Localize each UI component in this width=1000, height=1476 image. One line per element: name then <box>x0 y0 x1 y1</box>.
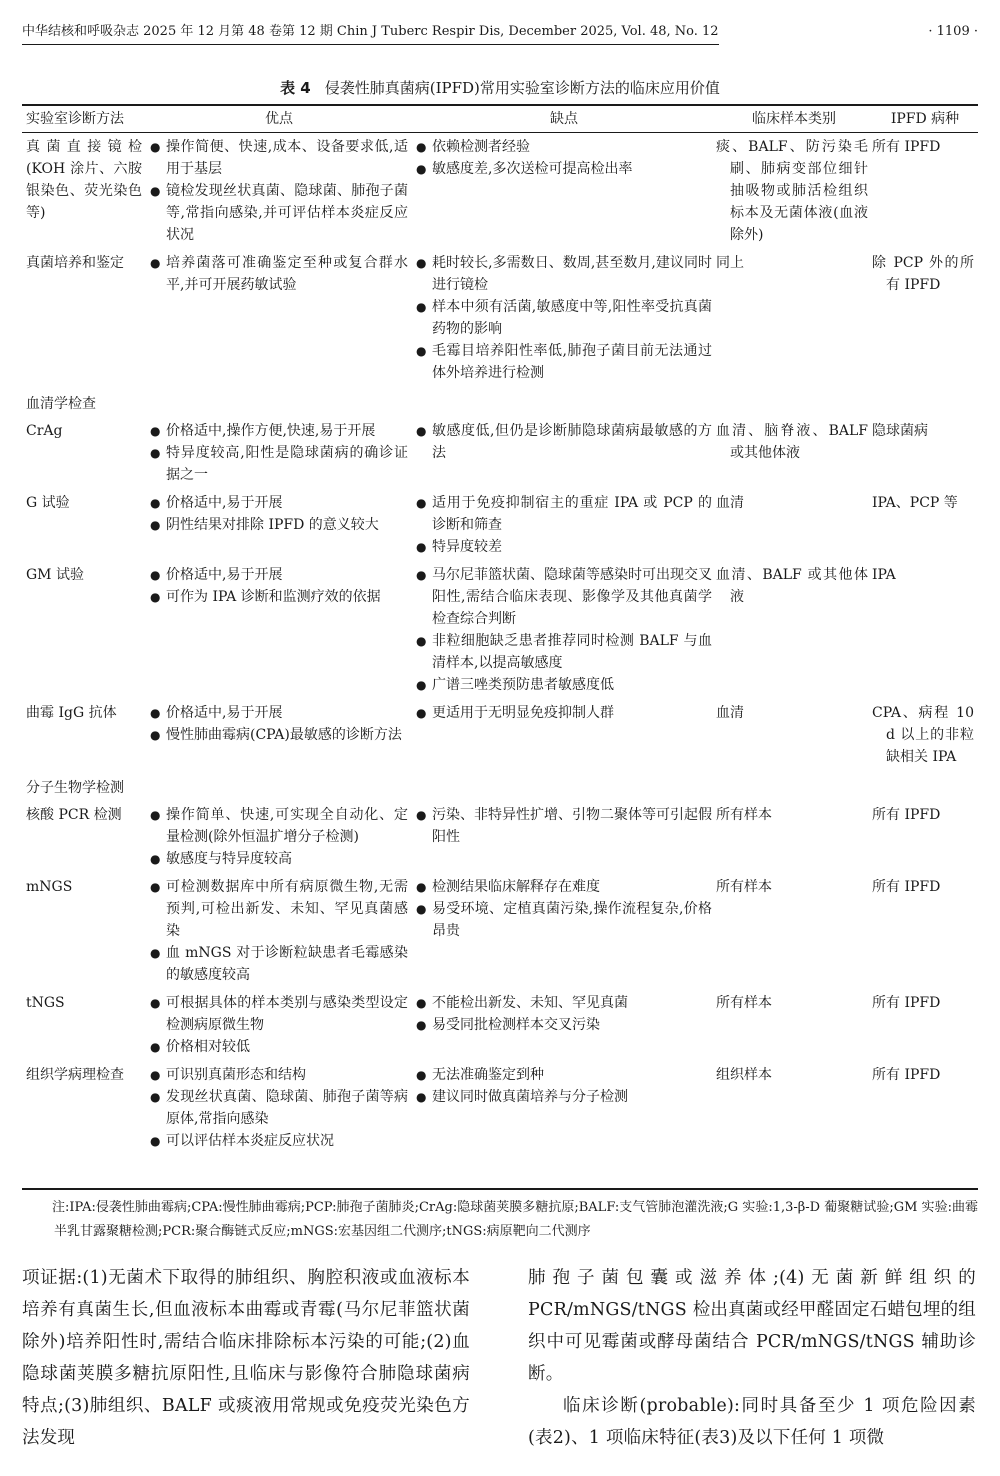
pros-cell <box>146 133 412 250</box>
pros-list <box>150 492 408 536</box>
con-item: ● 检测结果临床解释存在难度 <box>416 876 712 898</box>
body-column-right <box>528 1262 976 1454</box>
pro-item: ● 可作为 IPA 诊断和监测疗效的依据 <box>150 586 408 608</box>
sample-cell: 所有样本 <box>716 807 772 823</box>
con-item: ● 马尔尼菲篮状菌、隐球菌等感染时可出现交叉阳性,需结合临床表现、影像学及其他真菌学检查综合判断 <box>416 564 712 630</box>
pros-list <box>150 136 408 246</box>
cons-list <box>416 876 712 942</box>
sample-cell: 痰、BALF、防污染毛刷、肺病变部位细针抽吸物或肺活检组织标本及无菌体液(血液除外) <box>716 139 868 243</box>
header-pros: 优点 <box>146 106 412 133</box>
method-cell: 核酸 PCR 检测 <box>26 807 122 823</box>
cons-list <box>416 992 712 1036</box>
cons-cell <box>412 873 716 989</box>
pro-item: ● 镜检发现丝状真菌、隐球菌、肺孢子菌等,常指向感染,并可评估样本炎症反应状况 <box>150 180 408 246</box>
con-item: ● 易受同批检测样本交叉污染 <box>416 1014 712 1036</box>
table-number: 表 4 <box>280 79 311 97</box>
table-row <box>22 1061 978 1155</box>
header-disease: IPFD 病种 <box>872 106 978 133</box>
table-row <box>22 417 978 489</box>
pro-item: ● 发现丝状真菌、隐球菌、肺孢子菌等病原体,常指向感染 <box>150 1086 408 1130</box>
pro-item: ● 敏感度与特异度较高 <box>150 848 408 870</box>
cons-cell <box>412 133 716 250</box>
con-item: ● 建议同时做真菌培养与分子检测 <box>416 1086 712 1108</box>
table-section-row <box>22 387 978 417</box>
con-item: ● 敏感度低,但仍是诊断肺隐球菌病最敏感的方法 <box>416 420 712 464</box>
page-number: · 1109 · <box>928 24 978 39</box>
sample-cell: 所有样本 <box>716 995 772 1011</box>
pro-item: ● 阴性结果对排除 IPFD 的意义较大 <box>150 514 408 536</box>
con-item: ● 敏感度差,多次送检可提高检出率 <box>416 158 712 180</box>
table-row <box>22 249 978 387</box>
section-label: 分子生物学检测 <box>26 780 124 796</box>
pros-cell <box>146 801 412 873</box>
con-item: ● 无法准确鉴定到种 <box>416 1064 712 1086</box>
cons-list <box>416 804 712 848</box>
pro-item: ● 可检测数据库中所有病原微生物,无需预判,可检出新发、未知、罕见真菌感染 <box>150 876 408 942</box>
pro-item: ● 血 mNGS 对于诊断粒缺患者毛霉感染的敏感度较高 <box>150 942 408 986</box>
con-item: ● 适用于免疫抑制宿主的重症 IPA 或 PCP 的诊断和筛查 <box>416 492 712 536</box>
pro-item: ● 价格适中,易于开展 <box>150 492 408 514</box>
header-method: 实验室诊断方法 <box>22 106 146 133</box>
pros-cell <box>146 561 412 699</box>
cons-list <box>416 1064 712 1108</box>
table-caption <box>0 78 1000 98</box>
method-cell: 曲霉 IgG 抗体 <box>26 705 117 721</box>
sample-cell: 同上 <box>716 255 744 271</box>
con-item: ● 不能检出新发、未知、罕见真菌 <box>416 992 712 1014</box>
pros-cell <box>146 699 412 771</box>
sample-cell: 血清、BALF 或其他体液 <box>716 567 868 605</box>
disease-cell: 隐球菌病 <box>872 423 928 439</box>
sample-cell: 所有样本 <box>716 879 772 895</box>
method-cell: tNGS <box>26 995 65 1011</box>
con-item: ● 污染、非特异性扩增、引物二聚体等可引起假阳性 <box>416 804 712 848</box>
con-item: ● 特异度较差 <box>416 536 712 558</box>
cons-cell <box>412 417 716 489</box>
cons-cell <box>412 489 716 561</box>
pro-item: ● 慢性肺曲霉病(CPA)最敏感的诊断方法 <box>150 724 408 746</box>
table-header-row <box>22 106 978 133</box>
body-paragraph-right-1: 肺孢子菌包囊或滋养体;(4)无菌新鲜组织的 PCR/mNGS/tNGS 检出真菌或经甲醛固定石蜡包埋的组织中可见霉菌或酵母菌结合 PCR/mNGS/tNGS 辅助诊断。 <box>528 1268 976 1384</box>
table-row <box>22 989 978 1061</box>
pros-cell <box>146 417 412 489</box>
con-item: ● 样本中须有活菌,敏感度中等,阳性率受抗真菌药物的影响 <box>416 296 712 340</box>
header-sample: 临床样本类别 <box>716 106 872 133</box>
pros-list <box>150 876 408 986</box>
header-cons: 缺点 <box>412 106 716 133</box>
disease-cell: 除 PCP 外的所有 IPFD <box>872 255 974 293</box>
table-row <box>22 561 978 699</box>
cons-cell <box>412 699 716 771</box>
table-row <box>22 699 978 771</box>
cons-list <box>416 136 712 180</box>
method-cell: GM 试验 <box>26 567 84 583</box>
pro-item: ● 可根据具体的样本类别与感染类型设定检测病原微生物 <box>150 992 408 1036</box>
table-row <box>22 801 978 873</box>
con-item: ● 毛霉目培养阳性率低,肺孢子菌目前无法通过体外培养进行检测 <box>416 340 712 384</box>
sample-cell: 血清、脑脊液、BALF 或其他体液 <box>716 423 868 461</box>
pro-item: ● 价格适中,易于开展 <box>150 564 408 586</box>
disease-cell: 所有 IPFD <box>872 139 941 155</box>
disease-cell: 所有 IPFD <box>872 995 941 1011</box>
table-footnote: 注:IPA:侵袭性肺曲霉病;CPA:慢性肺曲霉病;PCP:肺孢子菌肺炎;CrAg:隐球菌荚膜多糖抗原;BALF:支气管肺泡灌洗液;G 实验:1,3-β-D 葡聚糖试验;GM 实验:曲霉半乳甘露聚糖检测;PCR:聚合酶链式反应;mNGS:宏基因组二代测序;tNGS:病原靶向二代测序 <box>52 1200 978 1239</box>
method-cell: G 试验 <box>26 495 70 511</box>
sample-cell: 血清 <box>716 705 744 721</box>
pros-list <box>150 702 408 746</box>
method-cell: 组织学病理检查 <box>26 1067 124 1083</box>
disease-cell: IPA、PCP 等 <box>872 495 958 511</box>
pros-list <box>150 420 408 486</box>
con-item: ● 广谱三唑类预防患者敏感度低 <box>416 674 712 696</box>
con-item: ● 依赖检测者经验 <box>416 136 712 158</box>
pro-item: ● 特异度较高,阳性是隐球菌病的确诊证据之一 <box>150 442 408 486</box>
pros-list <box>150 804 408 870</box>
method-cell: 真菌直接镜检(KOH 涂片、六胺银染色、荧光染色等) <box>26 139 142 221</box>
disease-cell: 所有 IPFD <box>872 807 941 823</box>
cons-cell <box>412 561 716 699</box>
method-cell: 真菌培养和鉴定 <box>26 255 124 271</box>
table-section-row <box>22 771 978 801</box>
pros-list <box>150 1064 408 1152</box>
diagnosis-table-container <box>22 104 978 1190</box>
pro-item: ● 可以评估样本炎症反应状况 <box>150 1130 408 1152</box>
table-row <box>22 873 978 989</box>
pros-list <box>150 252 408 296</box>
table-row <box>22 133 978 250</box>
disease-cell: 所有 IPFD <box>872 1067 941 1083</box>
con-item: ● 非粒细胞缺乏患者推荐同时检测 BALF 与血清样本,以提高敏感度 <box>416 630 712 674</box>
running-header <box>22 22 978 46</box>
pro-item: ● 可识别真菌形态和结构 <box>150 1064 408 1086</box>
table-row <box>22 489 978 561</box>
disease-cell: 所有 IPFD <box>872 879 941 895</box>
pros-cell <box>146 249 412 387</box>
cons-cell <box>412 249 716 387</box>
con-item: ● 耗时较长,多需数日、数周,甚至数月,建议同时进行镜检 <box>416 252 712 296</box>
disease-cell: IPA <box>872 567 896 583</box>
pros-cell <box>146 1061 412 1155</box>
cons-cell <box>412 989 716 1061</box>
pro-item: ● 培养菌落可准确鉴定至种或复合群水平,并可开展药敏试验 <box>150 252 408 296</box>
cons-cell <box>412 801 716 873</box>
con-item: ● 更适用于无明显免疫抑制人群 <box>416 702 712 724</box>
pro-item: ● 操作简单、快速,可实现全自动化、定量检测(除外恒温扩增分子检测) <box>150 804 408 848</box>
diagnosis-table <box>22 106 978 1155</box>
cons-list <box>416 492 712 558</box>
cons-list <box>416 702 712 724</box>
pro-item: ● 价格适中,操作方便,快速,易于开展 <box>150 420 408 442</box>
cons-list <box>416 564 712 696</box>
table-title: 侵袭性肺真菌病(IPFD)常用实验室诊断方法的临床应用价值 <box>324 79 720 97</box>
cons-list <box>416 420 712 464</box>
pros-cell <box>146 489 412 561</box>
pros-cell <box>146 989 412 1061</box>
pro-item: ● 价格适中,易于开展 <box>150 702 408 724</box>
pros-list <box>150 992 408 1058</box>
body-column-left <box>22 1262 470 1454</box>
pro-item: ● 价格相对较低 <box>150 1036 408 1058</box>
cons-cell <box>412 1061 716 1155</box>
pros-cell <box>146 873 412 989</box>
body-paragraph-right-2: 临床诊断(probable):同时具备至少 1 项危险因素(表2)、1 项临床特征(表3)及以下任何 1 项微 <box>528 1396 976 1448</box>
disease-cell: CPA、病程 10 d 以上的非粒缺相关 IPA <box>872 705 974 765</box>
body-paragraph-left: 项证据:(1)无菌术下取得的肺组织、胸腔积液或血液标本培养有真菌生长,但血液标本曲霉或青霉(马尔尼菲篮状菌除外)培养阳性时,需结合临床排除标本污染的可能;(2)血隐球菌荚膜多糖抗原阳性,且临床与影像符合肺隐球菌病特点;(3)肺组织、BALF 或痰液用常规或免疫荧光染色方法发现 <box>22 1268 470 1448</box>
sample-cell: 组织样本 <box>716 1067 772 1083</box>
con-item: ● 易受环境、定植真菌污染,操作流程复杂,价格昂贵 <box>416 898 712 942</box>
pros-list <box>150 564 408 608</box>
pro-item: ● 操作简便、快速,成本、设备要求低,适用于基层 <box>150 136 408 180</box>
journal-citation: 中华结核和呼吸杂志 2025 年 12 月第 48 卷第 12 期 Chin J Tuberc Respir Dis, December 2025, Vol. 48, No. 12 <box>22 22 719 45</box>
sample-cell: 血清 <box>716 495 744 511</box>
method-cell: mNGS <box>26 879 73 895</box>
section-label: 血清学检查 <box>26 396 96 412</box>
method-cell: CrAg <box>26 423 63 439</box>
table-body <box>22 133 978 1156</box>
cons-list <box>416 252 712 384</box>
